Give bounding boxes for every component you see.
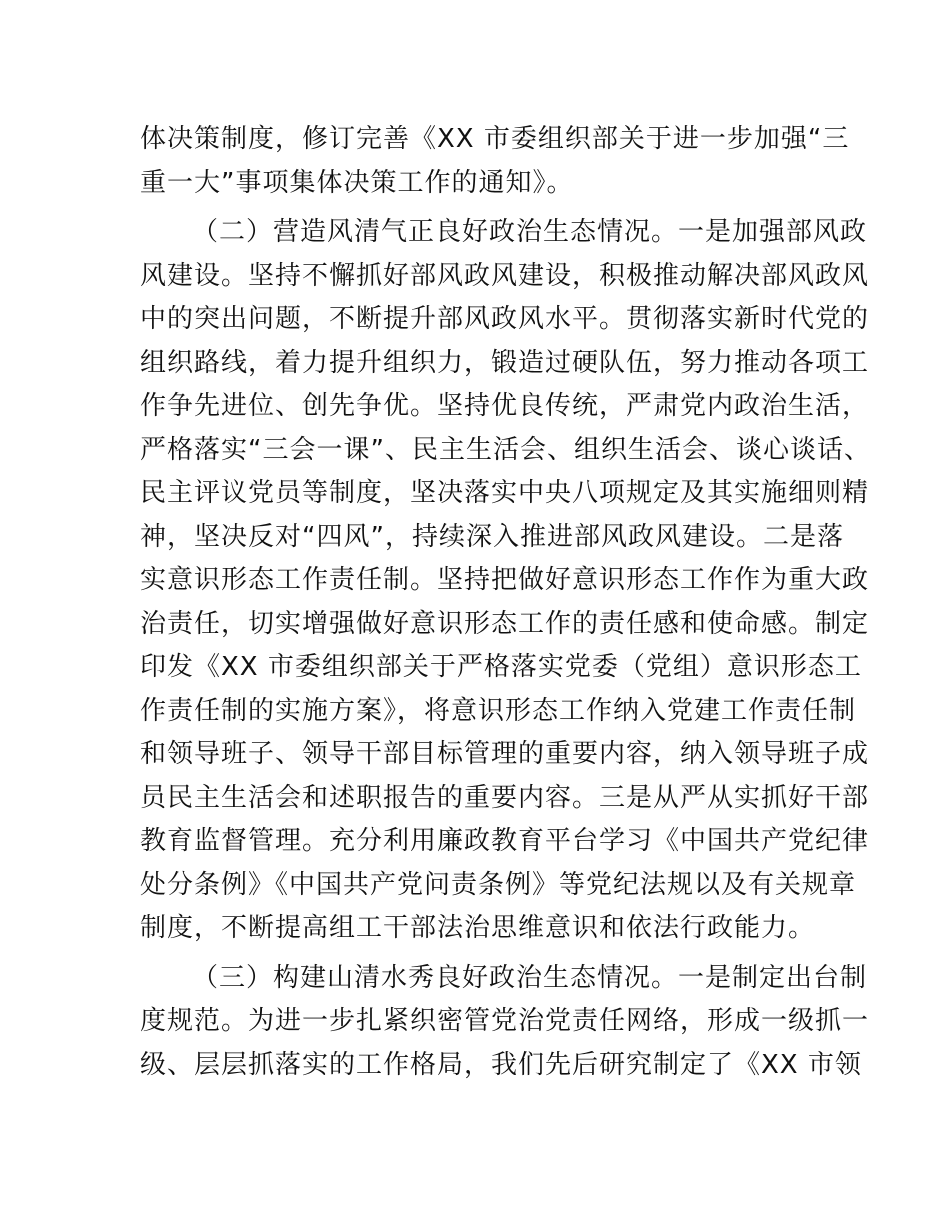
- text-line: 组织路线，着力提升组织力，锻造过硬队伍，努力推动各项工: [140, 347, 870, 378]
- text-line: 处分条例》《中国共产党问责条例》等党纪法规以及有关规章: [140, 869, 857, 900]
- text-line: 度规范。为进一步扎紧织密管党治党责任网络，形成一级抓一: [140, 1006, 870, 1036]
- text-line: 神，坚决反对“四风”，持续深入推进部风政风建设。二是落: [140, 521, 844, 552]
- text-line: 级、层层抓落实的工作格局，我们先后研究制定了《XX 市领: [140, 1049, 862, 1080]
- text-line: 和领导班子、领导干部目标管理的重要内容，纳入领导班子成: [140, 739, 870, 769]
- text-line: 严格落实“三会一课”、民主生活会、组织生活会、谈心谈话、: [140, 434, 871, 465]
- text-line: 民主评议党员等制度，坚决落实中央八项规定及其实施细则精: [140, 478, 870, 508]
- text-line: 制度，不断提高组工干部法治思维意识和依法行政能力。: [140, 913, 816, 943]
- text-line: 实意识形态工作责任制。坚持把做好意识形态工作作为重大政: [140, 565, 870, 595]
- text-line: 重一大”事项集体决策工作的通知》。: [140, 167, 574, 198]
- text-line: 作责任制的实施方案》，将意识形态工作纳入党建工作责任制: [140, 695, 857, 726]
- text-line: 体决策制度，修订完善《XX 市委组织部关于进一步加强“三: [140, 124, 850, 154]
- text-line: 治责任，切实增强做好意识形态工作的责任感和使命感。制定: [140, 608, 870, 639]
- text-line: 印发《XX 市委组织部关于严格落实党委（党组）意识形态工: [140, 652, 862, 682]
- text-line: 作争先进位、创先争优。坚持优良传统，严肃党内政治生活，: [140, 391, 870, 421]
- section-heading-line: （三）构建山清水秀良好政治生态情况。一是制定出台制: [192, 962, 868, 993]
- document-body: [140, 118, 871, 1087]
- text-line: 中的突出问题，不断提升部风政风水平。贯彻落实新时代党的: [140, 304, 870, 334]
- text-line: 风建设。坚持不懈抓好部风政风建设，积极推动解决部风政风: [140, 260, 870, 291]
- section-heading-line: （二）营造风清气正良好政治生态情况。一是加强部风政: [192, 217, 868, 247]
- text-line: 教育监督管理。充分利用廉政教育平台学习《中国共产党纪律: [140, 826, 870, 856]
- text-line: 员民主生活会和述职报告的重要内容。三是从严从实抓好干部: [140, 782, 870, 813]
